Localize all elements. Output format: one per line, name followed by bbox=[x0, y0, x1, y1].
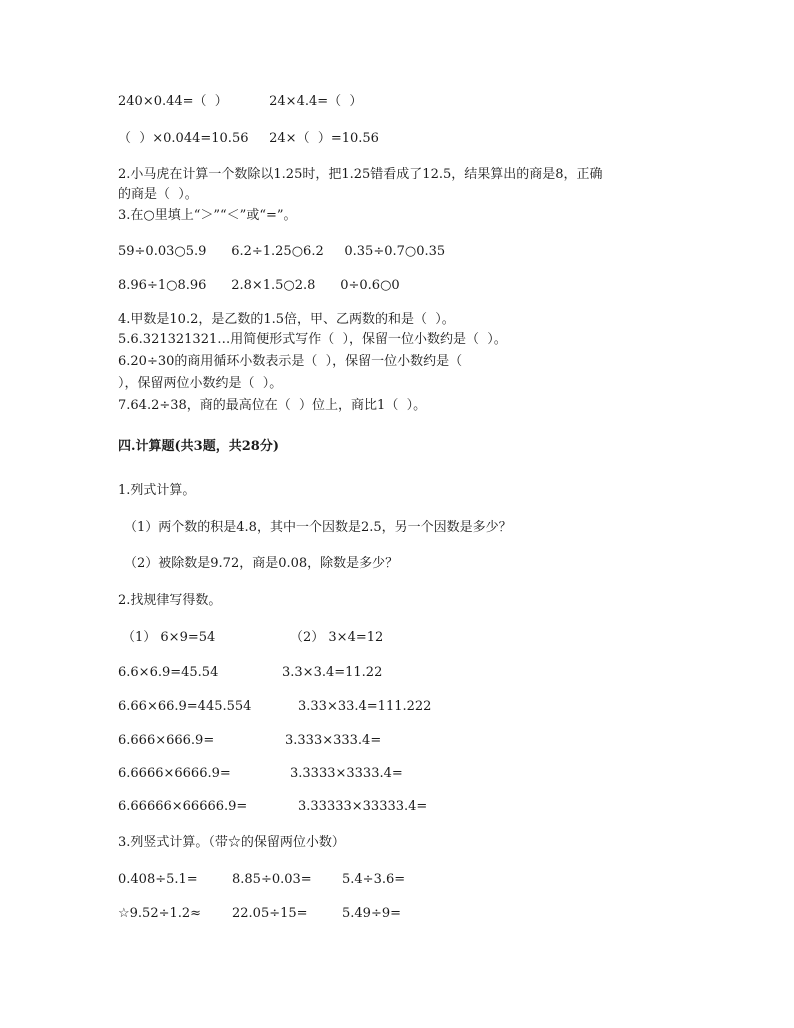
pattern-item: 6.6666×6666.9= bbox=[118, 766, 231, 781]
pattern-item: （1） 6×9=54 bbox=[122, 630, 216, 645]
pattern-item: 3.33333×33333.4= bbox=[298, 799, 428, 814]
calc-item: 5.49÷9= bbox=[342, 906, 402, 921]
pattern-item: 3.333×333.4= bbox=[285, 733, 382, 748]
calc-item: 22.05÷15= bbox=[232, 906, 308, 921]
question-5: 5.6.321321321…用简便形式写作（ ），保留一位小数约是（ ）。 bbox=[118, 332, 507, 347]
pattern-item: 3.3333×3333.4= bbox=[290, 766, 403, 781]
calc-item: 0.408÷5.1= bbox=[118, 872, 198, 887]
pattern-item: 6.66666×66666.9= bbox=[118, 799, 248, 814]
question-7: 7.64.2÷38，商的最高位在（ ）位上，商比1（ ）。 bbox=[118, 398, 427, 413]
pattern-item: 6.6×6.9=45.54 bbox=[118, 665, 219, 680]
fill-blank-line: 240×0.44=（ ） 24×4.4=（ ） bbox=[118, 94, 363, 109]
question-4: 4.甲数是10.2，是乙数的1.5倍，甲、乙两数的和是（ ）。 bbox=[118, 312, 455, 327]
question-2-line-1: 2.小马虎在计算一个数除以1.25时，把1.25错看成了12.5，结果算出的商是8，正确 bbox=[118, 167, 603, 182]
subsection-title: 1.列式计算。 bbox=[118, 483, 196, 498]
pattern-item: 3.33×33.4=111.222 bbox=[298, 699, 432, 714]
fill-blank-line: （ ）×0.044=10.56 24×（ ）=10.56 bbox=[118, 131, 379, 146]
question-2-line-2: 的商是（ ）。 bbox=[118, 187, 198, 202]
question-6-line-2: ），保留两位小数约是（ ）。 bbox=[118, 376, 283, 391]
compare-row: 59÷0.03○5.9 6.2÷1.25○6.2 0.35÷0.7○0.35 bbox=[118, 244, 446, 259]
pattern-item: 6.66×66.9=445.554 bbox=[118, 699, 252, 714]
calc-item: 5.4÷3.6= bbox=[342, 872, 406, 887]
subsection-title: 3.列竖式计算。（带☆的保留两位小数） bbox=[118, 835, 345, 850]
sub-question: （1）两个数的积是4.8，其中一个因数是2.5，另一个因数是多少？ bbox=[124, 520, 512, 535]
question-6-line-1: 6.20÷30的商用循环小数表示是（ ），保留一位小数约是（ bbox=[118, 354, 463, 369]
question-3-prompt: 3.在○里填上“＞”“＜”或“=”。 bbox=[118, 208, 297, 223]
calc-item: 8.85÷0.03= bbox=[232, 872, 312, 887]
pattern-item: 3.3×3.4=11.22 bbox=[282, 665, 383, 680]
section-heading: 四.计算题(共3题，共28分) bbox=[118, 439, 279, 454]
sub-question: （2）被除数是9.72，商是0.08，除数是多少？ bbox=[124, 556, 399, 571]
pattern-item: （2） 3×4=12 bbox=[290, 630, 384, 645]
calc-item: ☆9.52÷1.2≈ bbox=[118, 906, 202, 921]
pattern-item: 6.666×666.9= bbox=[118, 733, 215, 748]
subsection-title: 2.找规律写得数。 bbox=[118, 593, 222, 608]
compare-row: 8.96÷1○8.96 2.8×1.5○2.8 0÷0.6○0 bbox=[118, 278, 400, 293]
